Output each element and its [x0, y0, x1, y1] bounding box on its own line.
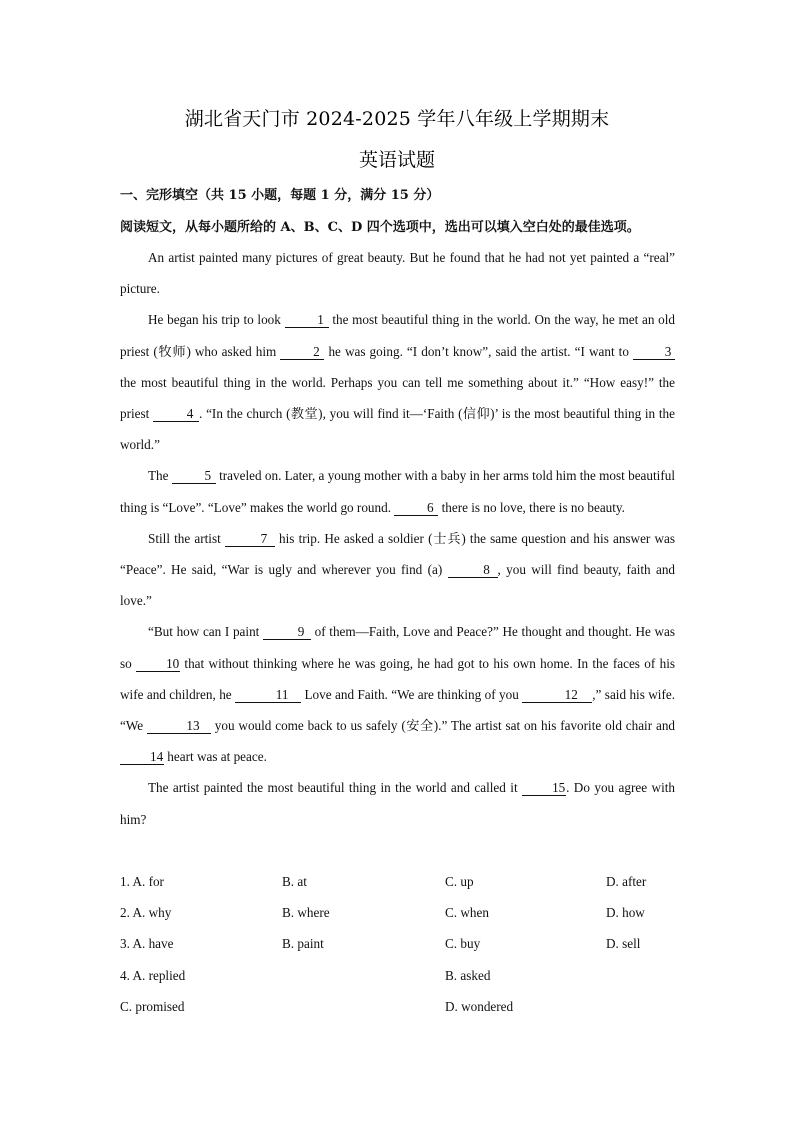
reading-passage [120, 242, 675, 835]
option-3a[interactable]: 3. A. have [120, 936, 174, 952]
passage-text: “But how can I paint [148, 624, 263, 640]
option-3b[interactable]: B. paint [282, 936, 324, 952]
passage-text: the most beautiful thing in the world. On the way, he met an old priest (牧师) who asked him [120, 312, 675, 359]
option-2a[interactable]: 2. A. why [120, 905, 172, 921]
passage-text: heart was at peace. [164, 749, 267, 765]
option-2c[interactable]: C. when [445, 905, 489, 921]
blank-2[interactable]: 2 [280, 345, 324, 360]
passage-text: Love and Faith. “We are thinking of you [301, 686, 523, 702]
option-4a[interactable]: 4. A. replied [120, 967, 186, 983]
passage-text: traveled on. Later, a young mother with a baby in her arms told him the most beautiful thing is “Love”. “Love” makes the world go round. [120, 468, 675, 515]
blank-14[interactable]: 14 [120, 750, 164, 765]
passage-text: that without thinking where he was going, he had got to his own home. In the faces of his wife and children, he [120, 655, 675, 702]
option-4b[interactable]: B. asked [445, 967, 491, 983]
question-4-options-row1 [120, 960, 680, 991]
passage-text: Still the artist [148, 530, 225, 546]
passage-text: . Do you agree with him? [120, 780, 675, 827]
option-1d[interactable]: D. after [606, 874, 647, 889]
section-heading: 一、完形填空（共 15 小题，每题 1 分，满分 15 分） [120, 188, 440, 203]
option-4d[interactable]: D. wondered [445, 998, 514, 1014]
blank-10[interactable]: 10 [136, 657, 180, 672]
passage-text: . “In the church (教堂), you will find it—‘Faith (信仰)’ is the most beautiful thing in the world.” [120, 406, 676, 453]
option-2b[interactable]: B. where [282, 905, 330, 921]
passage-text: of them—Faith, Love and Peace?” He thought and thought. He was so [120, 624, 675, 671]
blank-1[interactable]: 1 [285, 313, 329, 328]
exam-subtitle: 英语试题 [358, 149, 435, 171]
blank-7[interactable]: 7 [225, 532, 275, 547]
option-1a[interactable]: 1. A. for [120, 874, 164, 889]
passage-text: he was going. “I don’t know”, said the artist. “I want to [324, 343, 634, 359]
blank-3[interactable]: 3 [633, 345, 675, 360]
paragraph-3 [120, 460, 675, 522]
blank-15[interactable]: 15 [522, 781, 566, 796]
exam-title: 湖北省天门市 2024-2025 学年八年级上学期期末 [184, 108, 610, 130]
blank-6[interactable]: 6 [394, 501, 438, 516]
question-2-options [120, 897, 680, 928]
passage-text: ,” said his wife. “We [120, 686, 675, 734]
option-1c[interactable]: C. up [445, 874, 474, 889]
passage-text: The [148, 468, 172, 484]
option-3d[interactable]: D. sell [606, 936, 641, 952]
blank-4[interactable]: 4 [153, 407, 199, 422]
passage-text: the most beautiful thing in the world. Perhaps you can tell me something about it.” “How easy!” the priest [120, 374, 675, 422]
question-1-options [120, 866, 680, 897]
passage-text: you would come back to us safely (安全).” The artist sat on his favorite old chair and [210, 718, 676, 734]
blank-13[interactable]: 13 [147, 719, 211, 734]
blank-12[interactable]: 12 [522, 688, 592, 703]
options-list [120, 866, 680, 1022]
option-4c[interactable]: C. promised [120, 998, 185, 1014]
blank-11[interactable]: 11 [235, 688, 301, 703]
passage-text: The artist painted the most beautiful thing in the world and called it [148, 780, 523, 796]
paragraph-6 [120, 772, 675, 834]
passage-text: there is no love, there is no beauty. [438, 499, 625, 515]
passage-text: An artist painted many pictures of great beauty. But he found that he had not yet painted a “real” picture. [120, 250, 675, 297]
paragraph-4 [120, 523, 675, 617]
passage-text: his trip. He asked a soldier (士兵) the same question and his answer was “Peace”. He said, “War is ugly and wherever you find (a) [120, 530, 675, 578]
paragraph-1 [120, 242, 675, 304]
passage-text: He began his trip to look [148, 312, 285, 328]
option-3c[interactable]: C. buy [445, 936, 481, 952]
question-4-options-row2 [120, 991, 680, 1022]
question-3-options [120, 928, 680, 959]
blank-5[interactable]: 5 [172, 469, 216, 484]
instruction-text: 阅读短文，从每小题所给的 A、B、C、D 四个选项中，选出可以填入空白处的最佳选项。 [120, 220, 640, 235]
paragraph-5 [120, 616, 675, 772]
option-1b[interactable]: B. at [282, 874, 307, 889]
blank-8[interactable]: 8 [448, 563, 498, 578]
option-2d[interactable]: D. how [606, 905, 645, 921]
blank-9[interactable]: 9 [263, 625, 311, 640]
paragraph-2 [120, 304, 675, 460]
passage-text: , you will find beauty, faith and love.” [120, 562, 676, 609]
